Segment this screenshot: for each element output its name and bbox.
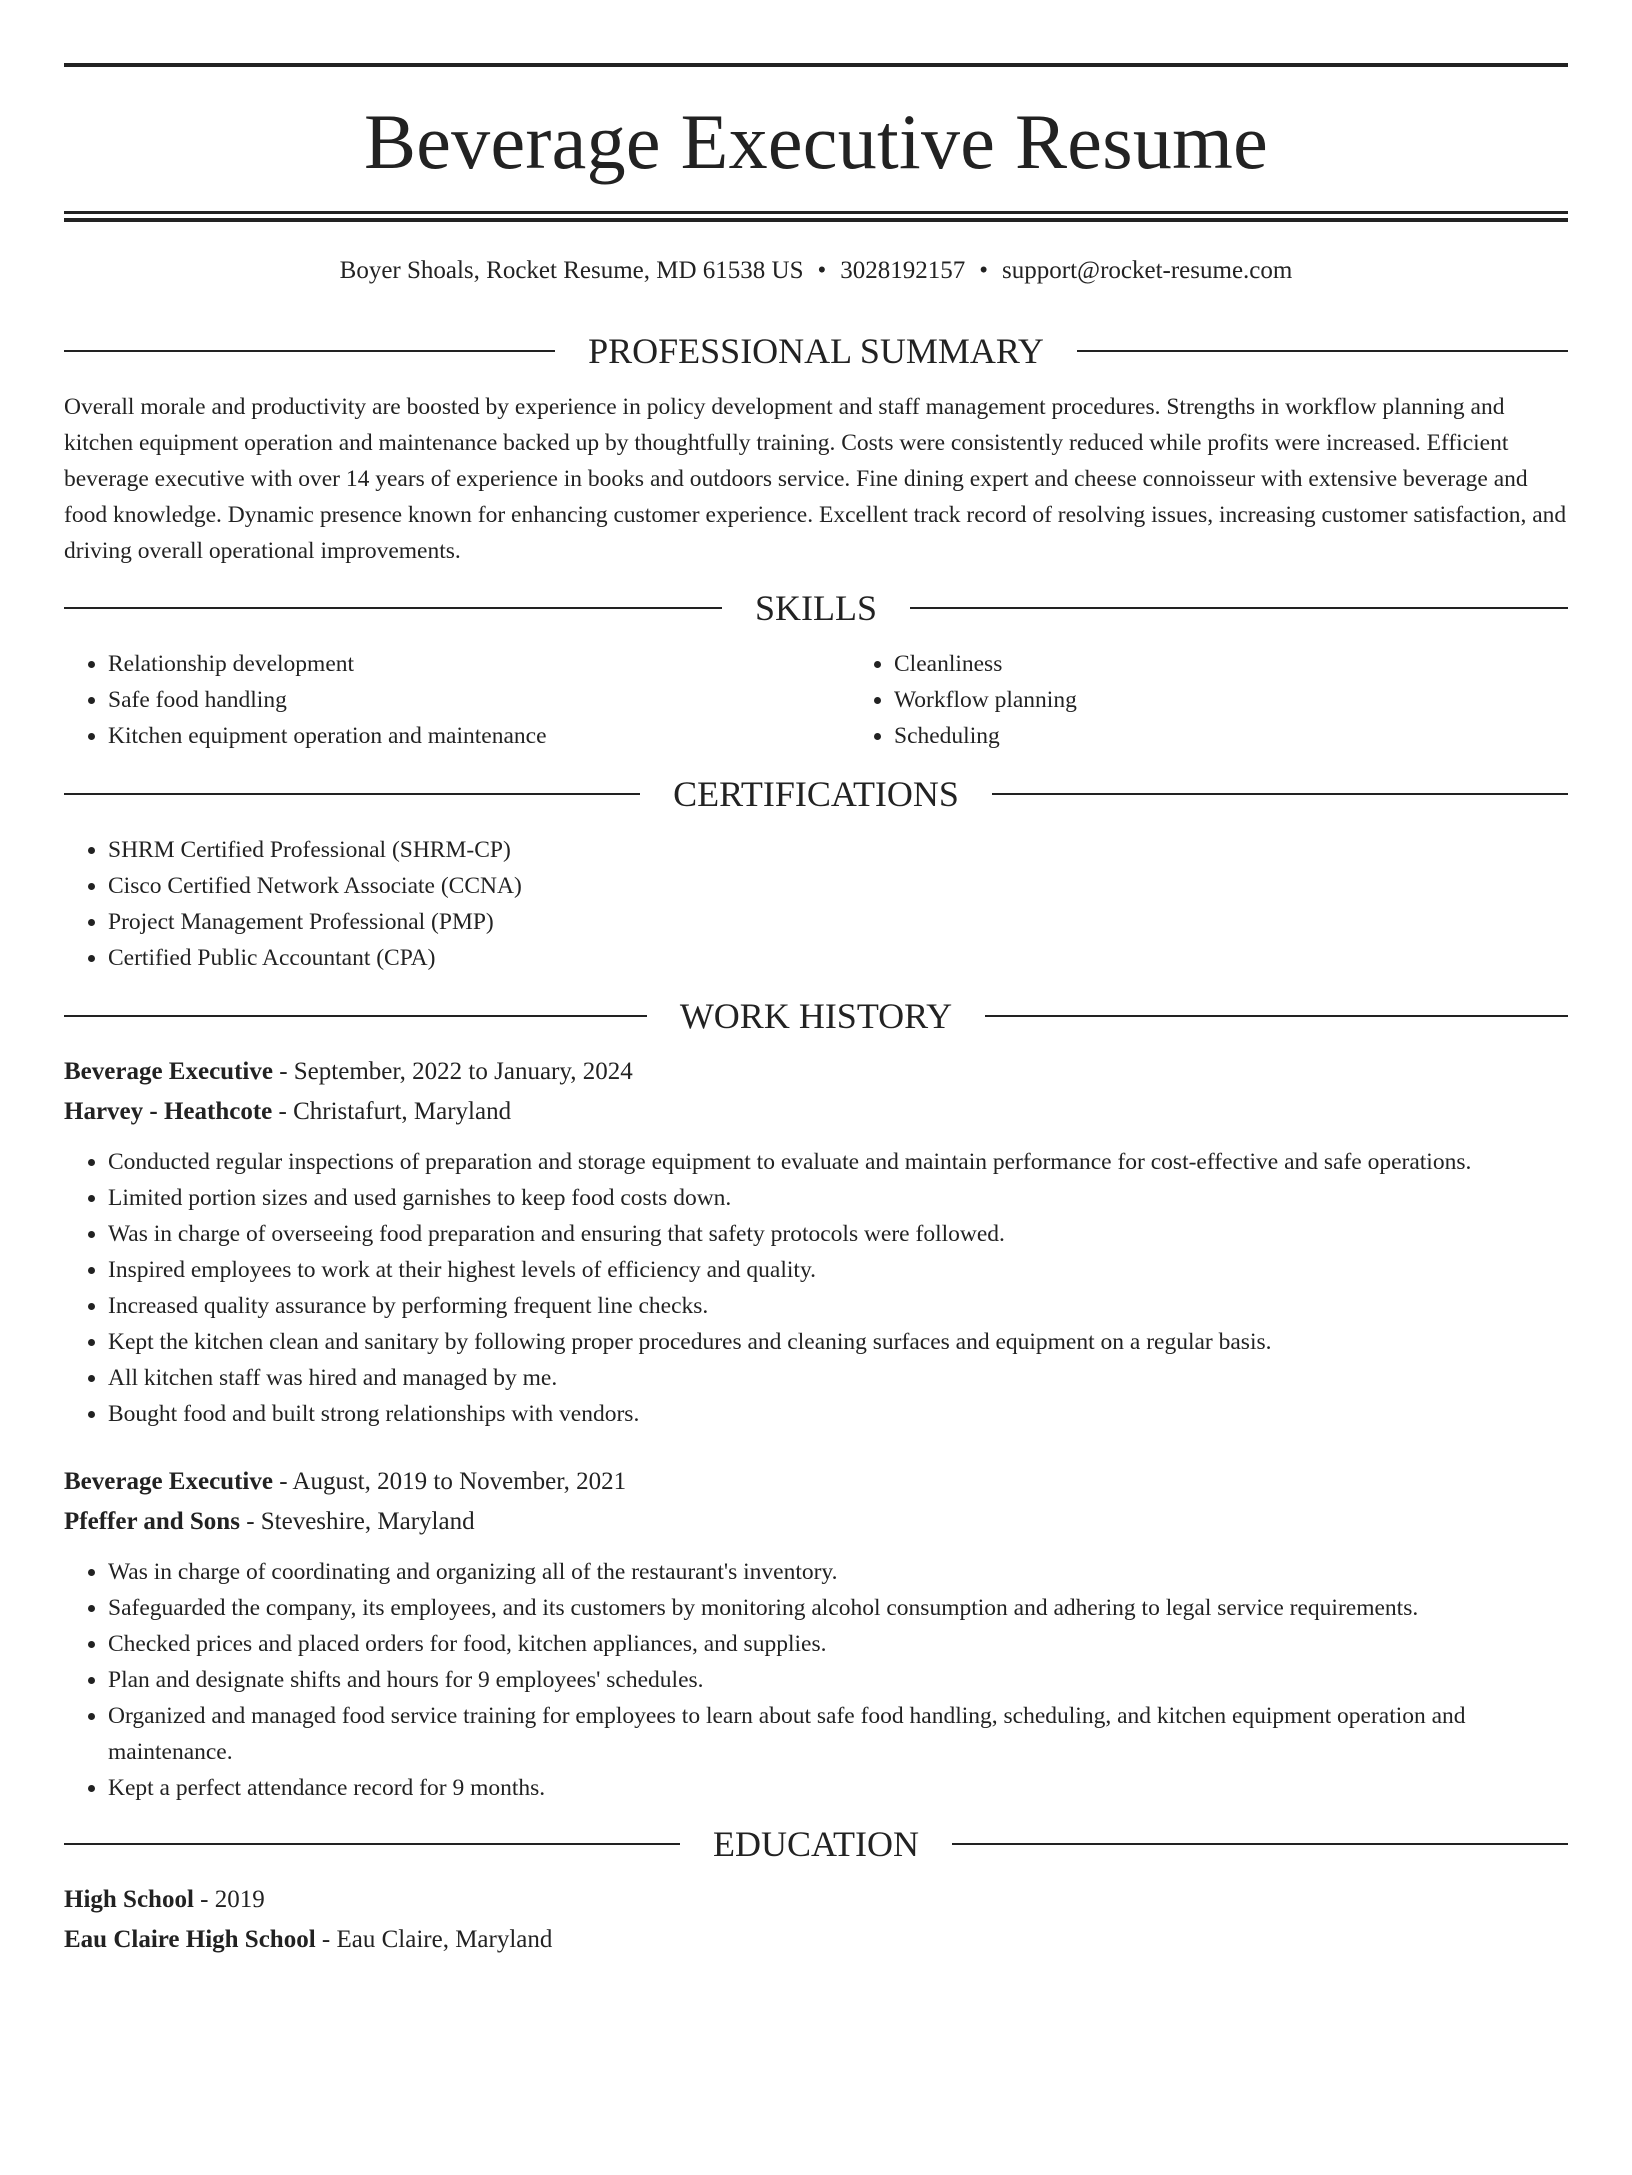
title-double-rule (64, 211, 1568, 222)
job-bullet: • Kept a perfect attendance record for 9 months. (108, 1770, 1568, 1806)
job-company-line (64, 1502, 1568, 1542)
job-dates: - August, 2019 to November, 2021 (272, 1468, 627, 1495)
skills-list-left (64, 646, 850, 754)
job-bullet: • Organized and managed food service training for employees to learn about safe food handling, scheduling, and kitchen equipment operation and maintenance. (108, 1698, 1568, 1770)
summary-heading (64, 333, 1568, 369)
work-history-heading (64, 998, 1568, 1034)
certifications-list (64, 832, 1568, 976)
certifications-heading-text: CERTIFICATIONS (673, 774, 959, 814)
contact-line (64, 258, 1568, 283)
job-bullets (64, 1554, 1568, 1806)
skills-list-right (850, 646, 1077, 754)
skills-heading-text: SKILLS (755, 588, 878, 628)
job-bullet: • Bought food and built strong relationships with vendors. (108, 1396, 1568, 1432)
contact-phone: 3028192157 (840, 257, 966, 284)
certifications-heading (64, 776, 1568, 812)
job-bullet: • Checked prices and placed orders for food, kitchen appliances, and supplies. (108, 1626, 1568, 1662)
job-company-line (64, 1092, 1568, 1132)
job-company: Harvey - Heathcote (64, 1098, 273, 1125)
summary-text: Overall morale and productivity are boosted by experience in policy development and staff management procedures. Strengths in workflow planning and kitchen equipment operation and maintenance backed up by thoughtfully training. Costs were consistently reduced while profits were increased. Efficient beverage executive with over 14 years of experience in books and outdoors service. Fine dining expert and cheese connoisseur with extensive beverage and food knowledge. Dynamic presence known for enhancing customer experience. Excellent track record of resolving issues, increasing customer satisfaction, and driving overall operational improvements. (64, 394, 1567, 564)
job-entry (64, 1462, 1568, 1806)
skills-heading (64, 590, 1568, 626)
job-bullet: • Inspired employees to work at their highest levels of efficiency and quality. (108, 1252, 1568, 1288)
job-title: Beverage Executive (64, 1468, 273, 1495)
job-bullet: • Conducted regular inspections of preparation and storage equipment to evaluate and maintain performance for cost-effective and safe operations. (108, 1144, 1568, 1180)
certification-item: • Project Management Professional (PMP) (108, 904, 1568, 940)
job-company: Pfeffer and Sons (64, 1508, 240, 1535)
job-bullet: • All kitchen staff was hired and managed by me. (108, 1360, 1568, 1396)
job-dates: - September, 2022 to January, 2024 (272, 1058, 633, 1085)
job-bullet: • Kept the kitchen clean and sanitary by following proper procedures and cleaning surfaces and equipment on a regular basis. (108, 1324, 1568, 1360)
summary-heading-text: PROFESSIONAL SUMMARY (588, 331, 1044, 371)
resume-title: Beverage Executive Resume (363, 98, 1269, 185)
top-rule (64, 63, 1568, 67)
education-location: - Eau Claire, Maryland (315, 1926, 553, 1953)
skill-item: • Workflow planning (894, 682, 1077, 718)
education-degree-line (64, 1880, 1568, 1920)
job-bullet: • Safeguarded the company, its employees, and its customers by monitoring alcohol consumption and adhering to legal service requirements. (108, 1590, 1568, 1626)
skill-item: • Cleanliness (894, 646, 1077, 682)
education-degree: High School (64, 1886, 194, 1913)
job-bullet: • Plan and designate shifts and hours for 9 employees' schedules. (108, 1662, 1568, 1698)
skill-item: • Safe food handling (108, 682, 850, 718)
certification-item: • Cisco Certified Network Associate (CCNA) (108, 868, 1568, 904)
job-bullet: • Increased quality assurance by performing frequent line checks. (108, 1288, 1568, 1324)
skill-item: • Scheduling (894, 718, 1077, 754)
job-entry (64, 1052, 1568, 1432)
contact-email: support@rocket-resume.com (1002, 257, 1293, 284)
job-bullet: • Was in charge of overseeing food preparation and ensuring that safety protocols were followed. (108, 1216, 1568, 1252)
job-location: - Steveshire, Maryland (239, 1508, 475, 1535)
education-heading (64, 1826, 1568, 1862)
education-year: - 2019 (193, 1886, 265, 1913)
skill-item: • Relationship development (108, 646, 850, 682)
education-heading-text: EDUCATION (713, 1824, 919, 1864)
job-bullets (64, 1144, 1568, 1432)
education-school-line (64, 1920, 1568, 1960)
contact-separator: • (817, 257, 827, 284)
job-title-line (64, 1052, 1568, 1092)
certification-item: • Certified Public Accountant (CPA) (108, 940, 1568, 976)
contact-separator: • (979, 257, 989, 284)
education-school: Eau Claire High School (64, 1926, 316, 1953)
contact-address: Boyer Shoals, Rocket Resume, MD 61538 US (339, 257, 804, 284)
job-title-line (64, 1462, 1568, 1502)
work-history-heading-text: WORK HISTORY (679, 996, 953, 1036)
resume-page (0, 63, 1632, 2175)
job-bullet: • Limited portion sizes and used garnishes to keep food costs down. (108, 1180, 1568, 1216)
job-bullet: • Was in charge of coordinating and organizing all of the restaurant's inventory. (108, 1554, 1568, 1590)
job-title: Beverage Executive (64, 1058, 273, 1085)
job-location: - Christafurt, Maryland (272, 1098, 512, 1125)
certification-item: • SHRM Certified Professional (SHRM-CP) (108, 832, 1568, 868)
skill-item: • Kitchen equipment operation and maintenance (108, 718, 850, 754)
skills-columns (64, 646, 1568, 754)
education-entry (64, 1880, 1568, 1960)
